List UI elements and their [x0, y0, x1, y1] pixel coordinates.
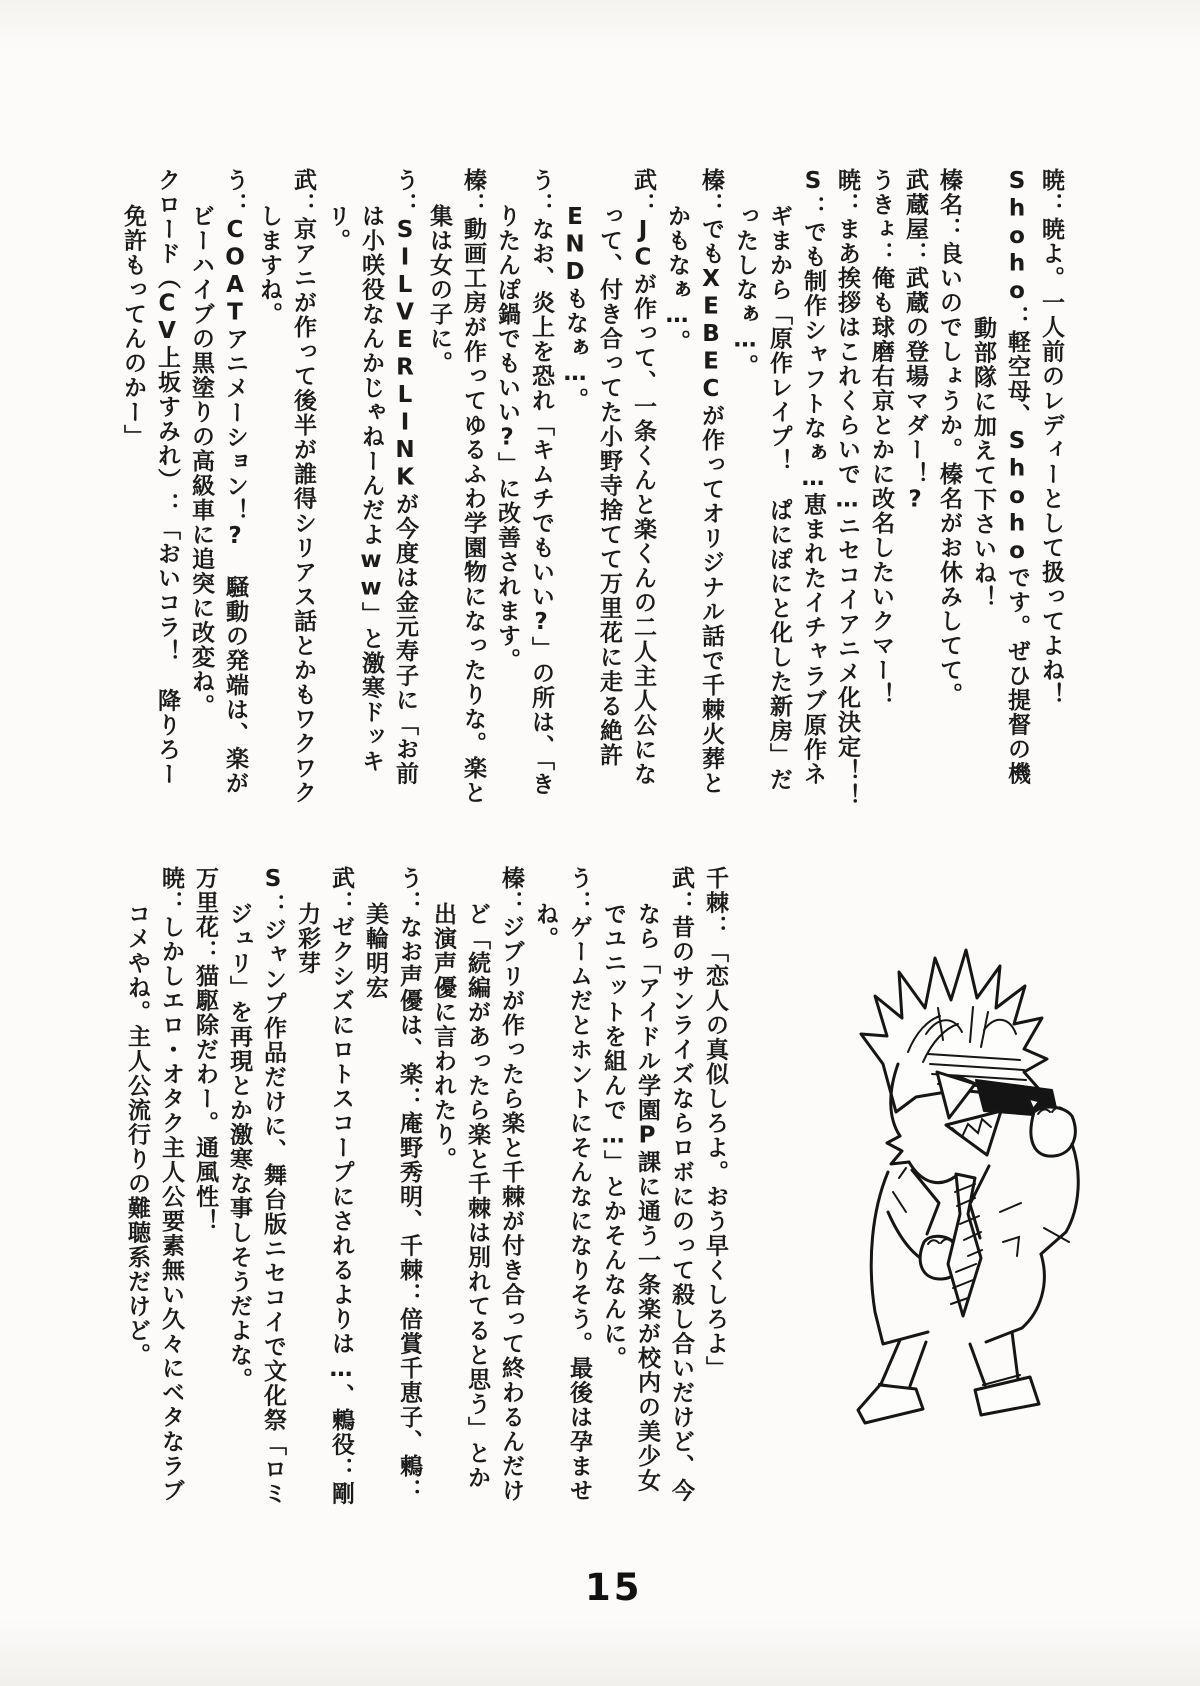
dialogue-line: 千棘：「恋人の真似しろよ。おう早くしろよ」	[702, 866, 728, 1381]
dialogue-line: S：でも制作シャフトなぁ…恵まれたイチャラブ原作ネギまから「原作レイプ！ ぱにぽにと化した新房」だったしなぁ…。	[732, 168, 826, 792]
grinning-man-drawing	[788, 912, 1088, 1432]
dialogue-line: Shoho：軽空母、Shohoです。ぜひ提督の機動部隊に加えて下さいね！	[970, 168, 1030, 786]
dialogue-line: 武：昔のサンライズならロボにのって殺し合いだけど、今なら「アイドル学園P課に通う一条楽が校内の美少女でユニットを組んで…」とかそんなんに。	[600, 866, 694, 1503]
dialogue-line: クロード（CV上坂すみれ）：「おいコラ！ 降りろー免許もってんのかー」	[120, 168, 180, 787]
dialogue-line: う：COATアニメーション！? 騒動の発端は、楽がビーハイブの黒塗りの高級車に追突に改変ね。	[188, 168, 248, 796]
dialogue-line: う：なお、炎上を恐れ「キムチでもいい?」の所は、「きりたんぽ鍋でもいい?」に改善されます。	[494, 168, 554, 797]
dialogue-line: 暁：まあ挨拶はこれくらいで…ニセコイアニメ化決定！！	[834, 168, 860, 808]
dialogue-line: 武：JCが作って、一条くんと楽くんの二人主人公になって、付き合ってた小野寺捨てて万里花に走る絶許ENDもなぁ…。	[562, 168, 656, 787]
dialogue-line: 武蔵屋：武蔵の登場マダー！?	[902, 168, 928, 514]
page-number: 15	[585, 1566, 643, 1609]
dialogue-line: 暁：暁よ。一人前のレディーとして扱ってよね！	[1038, 168, 1064, 707]
dialogue-line: 万里花：猫駆除だわー。通風性！	[192, 866, 218, 1234]
dialogue-line: 榛：でもXEBECが作ってオリジナル話で千棘火葬とかもなぁ…。	[664, 168, 724, 796]
top-dialogue-block	[116, 168, 1068, 808]
bottom-dialogue-block	[120, 866, 732, 1511]
dialogue-line: 武：京アニが作って後半が誰得シリアス話とかもワクワクしますね。	[256, 168, 316, 805]
dialogue-line: 榛名：良いのでしょうか。榛名がお休みしてて。	[936, 168, 962, 707]
dialogue-line: 暁：しかしエロ・オタク主人公要素無い久々にベタなラブコメやね。主人公流行りの難聴系だけど。	[124, 866, 184, 1503]
character-illustration	[788, 912, 1088, 1432]
dialogue-line: 榛：ジブリが作ったら楽と千棘が付き合って終わるんだけど「続編があったら楽と千棘は別れてると思う」とか出演声優に言われたり。	[430, 866, 524, 1503]
dialogue-line: S：ジャンプ作品だけに、舞台版ニセコイで文化祭「ロミジュリ」を再現とか激寒な事しそうだよな。	[226, 866, 286, 1506]
dialogue-line: 武：ゼクシズにロトスコープにされるよりは…、鶫役：剛力彩芽	[294, 866, 354, 1506]
dialogue-line: う：SILVERLINKが今度は金元寿子に「お前は小咲役なんかじゃねーんだよww」と激寒ドッキリ。	[324, 168, 418, 786]
dialogue-line: 榛：動画工房が作ってゆるふわ学園物になったりな。楽と集は女の子に。	[426, 168, 486, 805]
dialogue-line: う：ゲームだとホントにそんなになりそう。最後は孕ませね。	[532, 866, 592, 1503]
dialogue-line: う：なお声優は、楽：庵野秀明、千棘：倍賞千恵子、鶫：美輪明宏	[362, 866, 422, 1503]
dialogue-line: うきょ：俺も球磨右京とかに改名したいクマー！	[868, 168, 894, 707]
